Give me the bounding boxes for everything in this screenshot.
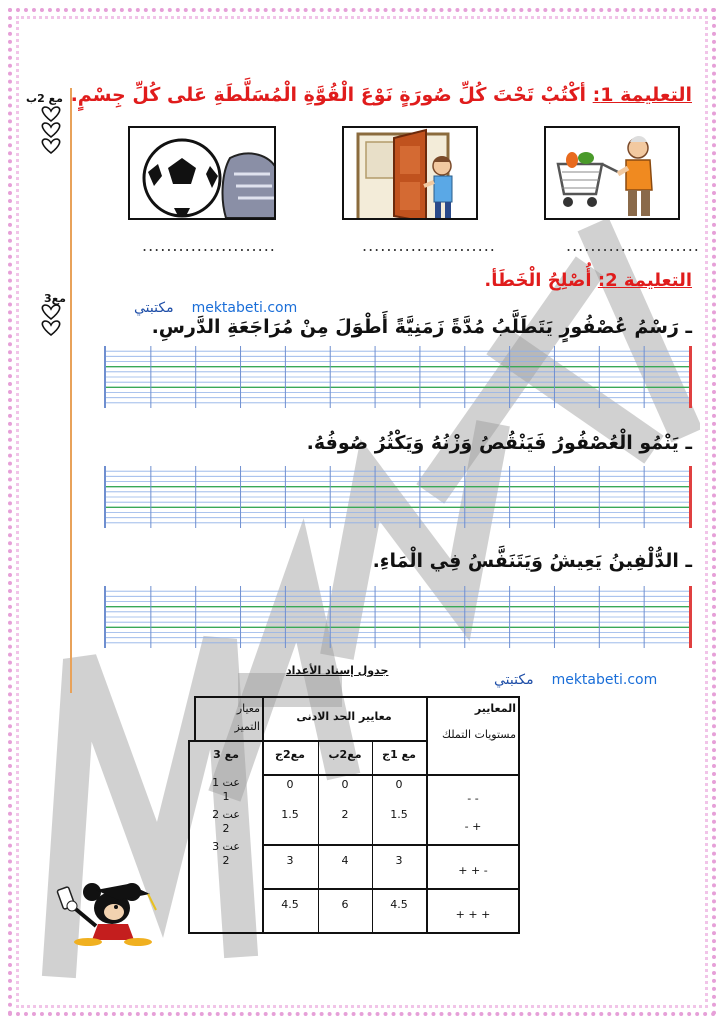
writing-lines-grid xyxy=(106,466,689,528)
level-cell: + + + xyxy=(455,908,491,921)
header-levels: مستويات التملك xyxy=(442,728,516,741)
picture-door-push xyxy=(342,126,478,220)
excellence-cell: عت 2 xyxy=(212,808,240,821)
value-cell: 0 xyxy=(341,778,349,791)
value-cell: 6 xyxy=(341,898,349,911)
writing-lines-grid xyxy=(106,346,689,408)
site-logo xyxy=(494,672,657,688)
logo-arabic: مكتبتي xyxy=(134,300,174,316)
header-criteria: المعايير xyxy=(474,702,516,715)
excellence-cell: 2 xyxy=(222,854,230,867)
criterion-label-3: مع3 xyxy=(44,292,66,305)
instruction-2 xyxy=(484,270,692,291)
site-logo xyxy=(134,300,297,316)
level-cell: - - xyxy=(467,792,479,805)
value-cell: 4.5 xyxy=(281,898,299,911)
excellence-cell: عت 3 xyxy=(212,840,240,853)
value-cell: 1.5 xyxy=(281,808,299,821)
answer-line-3: ...................... xyxy=(566,236,700,255)
value-cell: 2 xyxy=(341,808,349,821)
value-cell: 0 xyxy=(395,778,403,791)
writing-lines-grid xyxy=(106,586,689,648)
value-cell: 3 xyxy=(395,854,403,867)
sentence-2: ـ يَنْمُو الْعُصْفُورُ فَيَنْقُصُ وَزْنُهُ وَيَكْثُرُ صُوفُهُ. xyxy=(306,432,692,454)
col-header: مع2ب xyxy=(328,748,362,761)
col-header: مع2ج xyxy=(275,748,305,761)
criterion-label-2b: مع 2ب xyxy=(26,92,63,105)
instruction-1-text: أكْتُبْ تَحْتَ كُلِّ صُورَةٍ نَوْعَ الْقُوَّةِ الْمُسَلَّطَةِ عَلى كُلِّ جِسْمٍ. xyxy=(70,84,587,106)
value-cell: 1.5 xyxy=(390,808,408,821)
picture-ball-kick xyxy=(128,126,276,220)
excellence-cell: 1 xyxy=(222,790,230,803)
answer-line-1: ...................... xyxy=(142,236,276,255)
writing-lines-1 xyxy=(104,346,692,408)
sentence-3: ـ الدُّلْفِينُ يَعِيشُ وَيَتَنَفَّسُ فِي الْمَاءِ. xyxy=(372,550,692,572)
logo-site: mektabeti.com xyxy=(551,672,658,688)
sentence-1: ـ رَسْمُ عُصْفُورٍ يَتَطَلَّبُ مُدَّةً زَمَنِيَّةً أَطْوَلَ مِنْ مُرَاجَعَةِ الدَّرسِ. xyxy=(151,316,692,338)
col-header: مع 3 xyxy=(213,748,239,761)
writing-lines-2 xyxy=(104,466,692,528)
value-cell: 3 xyxy=(286,854,294,867)
instruction-1-label: التعليمة 1: xyxy=(592,84,692,106)
header-excellence: معيار xyxy=(236,702,260,715)
value-cell: 0 xyxy=(286,778,294,791)
level-cell: - + xyxy=(464,820,482,833)
instruction-2-text: أُصْلِحُ الْخَطَأ. xyxy=(484,270,592,291)
grade-table-title: جدول إسناد الأعداد xyxy=(286,664,389,677)
picture-cart-push xyxy=(544,126,680,220)
excellence-cell: عت 1 xyxy=(212,776,240,789)
value-cell: 4 xyxy=(341,854,349,867)
col-header: مع 1ج xyxy=(382,748,416,761)
value-cell: 4.5 xyxy=(390,898,408,911)
hearts-icon xyxy=(36,106,66,158)
logo-site: mektabeti.com xyxy=(191,300,298,316)
header-min-criteria: معايير الحد الادنى xyxy=(296,710,392,723)
writing-lines-3 xyxy=(104,586,692,648)
logo-arabic: مكتبتي xyxy=(494,672,534,688)
excellence-cell: 2 xyxy=(222,822,230,835)
margin-rule xyxy=(70,88,72,693)
graduate-mascot-illustration xyxy=(52,880,172,946)
instruction-2-label: التعليمة 2: xyxy=(597,270,692,291)
instruction-1 xyxy=(71,84,692,106)
level-cell: + + - xyxy=(458,864,488,877)
answer-line-2: ...................... xyxy=(362,236,496,255)
header-excellence: التميز xyxy=(234,720,260,733)
hearts-icon xyxy=(36,304,66,352)
grade-table xyxy=(188,696,520,934)
